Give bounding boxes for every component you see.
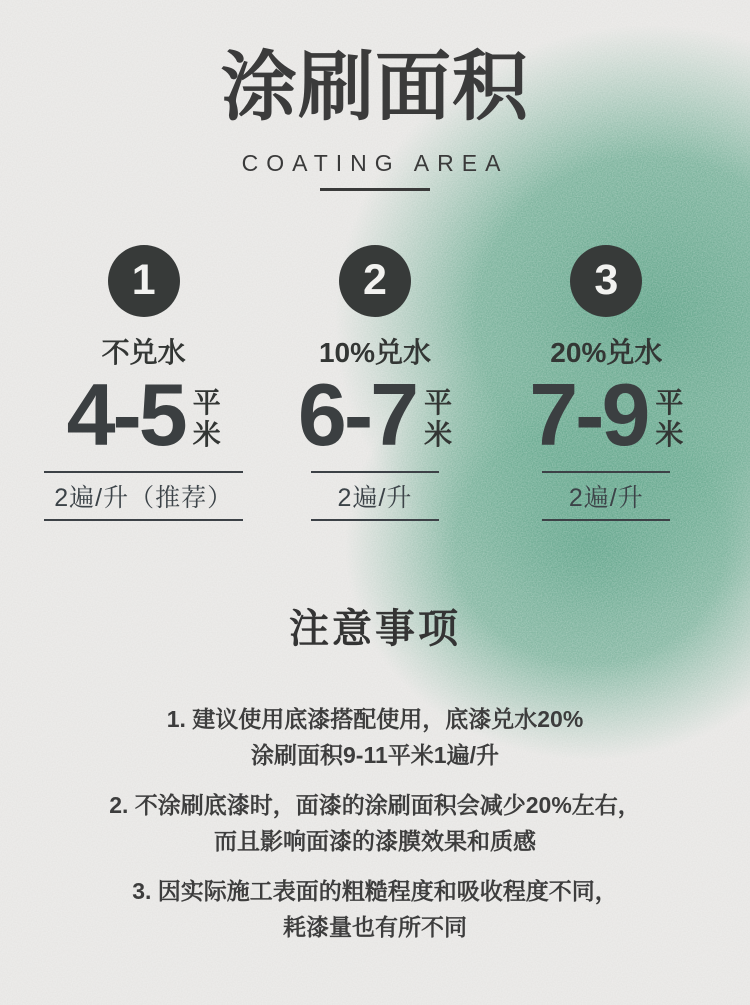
step-number: 3 [594, 256, 619, 305]
coverage-column-3 [491, 245, 722, 521]
note-line: 耗漆量也有所不同 [283, 913, 467, 940]
coverage-range: 4-5 [66, 364, 185, 464]
note-line: 涂刷面积9-11平米1遍/升 [251, 741, 499, 768]
step-number: 2 [363, 256, 387, 305]
note-line: 而且影响面漆的漆膜效果和质感 [214, 827, 536, 854]
unit-top: 平 [192, 387, 221, 419]
coverage-value-row [529, 364, 684, 464]
coverage-value-row [66, 364, 221, 464]
step-3-circle [570, 245, 642, 317]
page-subtitle: COATING AREA [241, 149, 509, 176]
note-item-2 [0, 787, 750, 859]
coverage-unit [424, 387, 452, 450]
coverage-columns [0, 245, 750, 521]
step-1-circle [108, 245, 180, 317]
note-item-3 [0, 873, 750, 945]
notes-title: 注意事项 [289, 606, 461, 651]
unit-top: 平 [424, 387, 453, 419]
usage-per-liter: 2遍/升（推荐） [44, 471, 243, 521]
unit-bottom: 米 [424, 418, 453, 450]
content [0, 45, 750, 945]
unit-bottom: 米 [192, 418, 221, 450]
note-item-1 [0, 701, 750, 773]
step-number: 1 [131, 256, 156, 305]
title-underline [320, 188, 430, 191]
coverage-value-row [297, 364, 453, 464]
coverage-column-1 [28, 245, 259, 521]
note-line: 1. 建议使用底漆搭配使用，底漆兑水20% [166, 705, 584, 732]
dilution-label: 不兑水 [101, 336, 186, 368]
coverage-range: 6-7 [297, 364, 417, 464]
coverage-unit [193, 387, 221, 450]
unit-top: 平 [655, 387, 684, 419]
step-2-circle [339, 245, 411, 317]
note-line: 3. 因实际施工表面的粗糙程度和吸收程度不同， [132, 877, 618, 904]
notes-list [0, 701, 750, 945]
dilution-label: 10%兑水 [318, 336, 432, 368]
page-title: 涂刷面积 [221, 45, 529, 130]
usage-per-liter: 2遍/升 [311, 471, 439, 521]
unit-bottom: 米 [655, 418, 684, 450]
coverage-unit [655, 387, 683, 450]
coverage-range: 7-9 [529, 364, 648, 464]
coverage-column-2 [259, 245, 490, 521]
note-line: 2. 不涂刷底漆时，面漆的涂刷面积会减少20%左右， [109, 791, 641, 818]
dilution-label: 20%兑水 [550, 336, 663, 368]
usage-per-liter: 2遍/升 [542, 471, 670, 521]
